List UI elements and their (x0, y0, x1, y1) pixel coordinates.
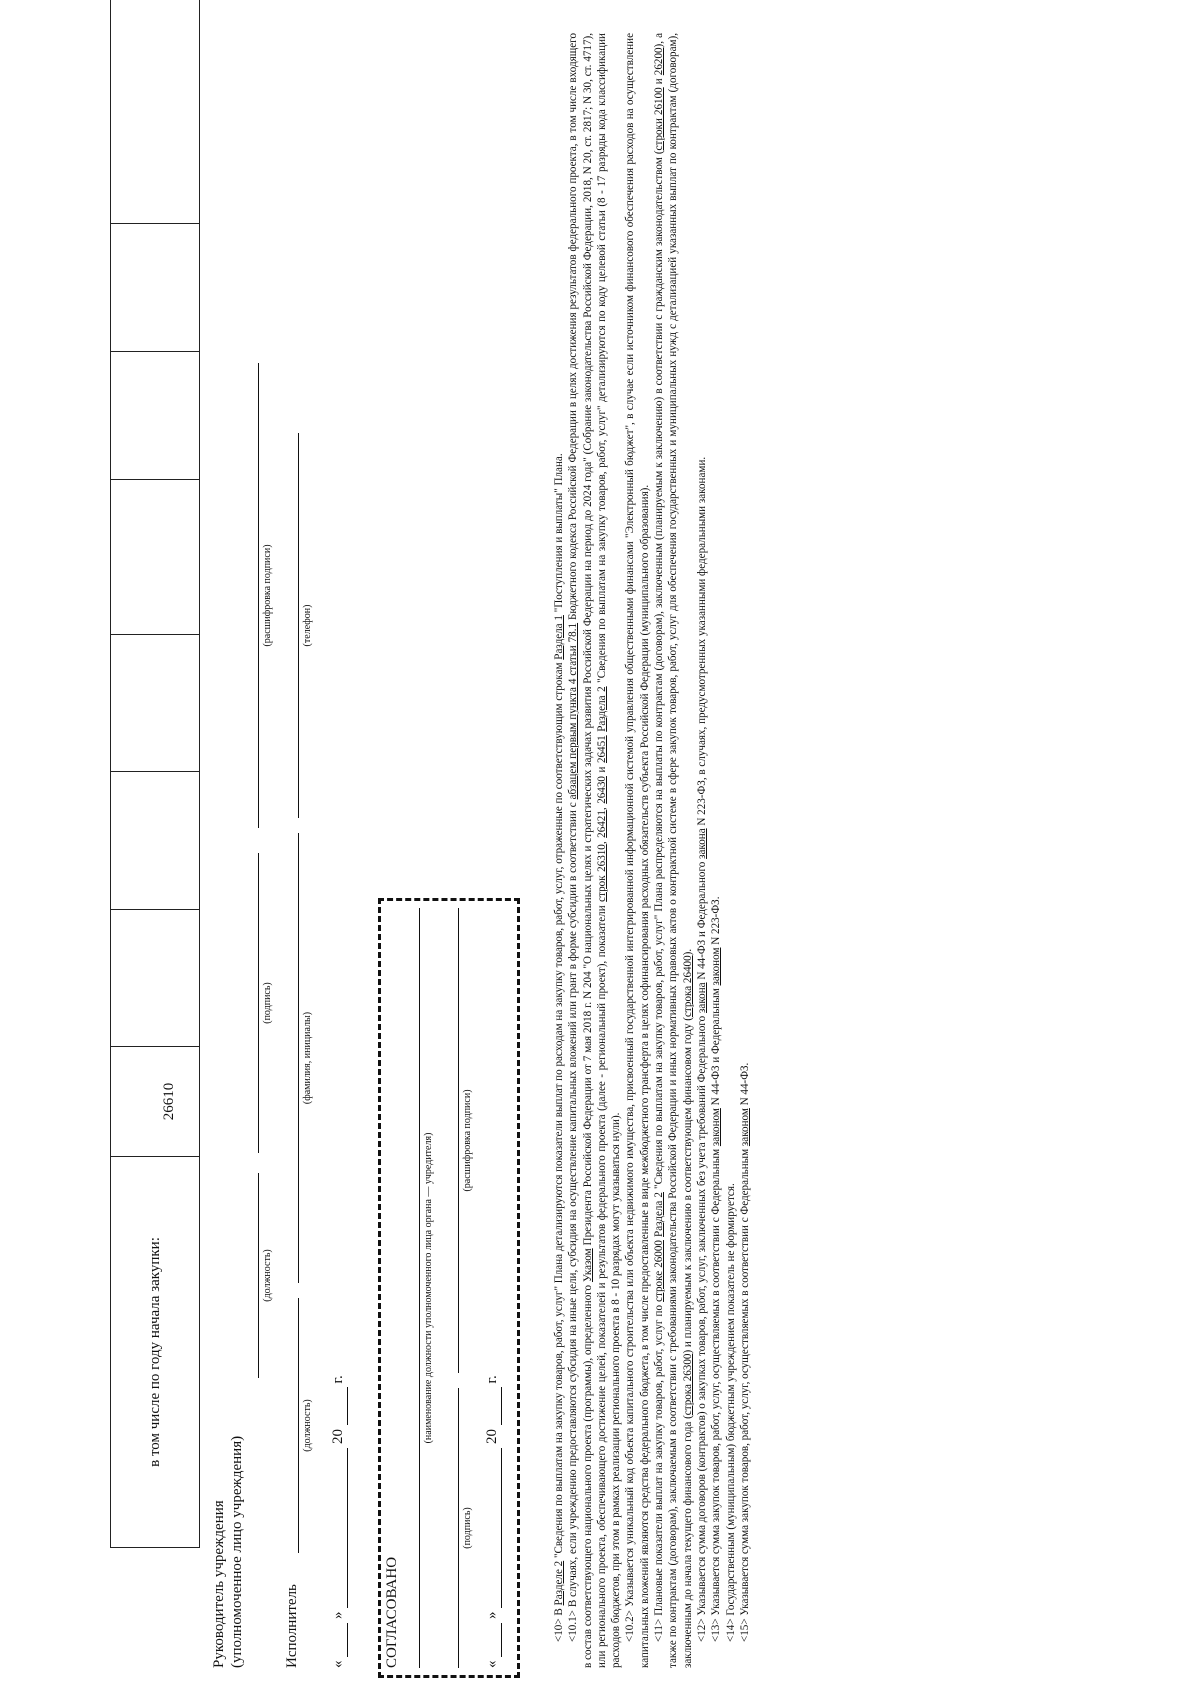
link-line-26430[interactable]: 26430 (595, 776, 608, 804)
footnote-10: <10> В Разделе 2 "Сведения по выплатам на закупку товаров, работ, услуг" Плана детализируются показатели выплат по расходам на закупку товаров, работ, услуг, отраженные по соответствующим строкам Раздела 1 "Поступления и выплаты" Плана. (553, 453, 565, 1642)
footnotes (552, 33, 752, 1668)
date-year-blank (330, 1387, 348, 1425)
head-position-caption: (должность) (262, 1249, 273, 1302)
executor-fio-line (298, 833, 299, 1283)
footnote-14: <14> Государственным (муниципальным) бюджетным учреждением показатель не формируется. (724, 1183, 737, 1642)
table-cell-empty (111, 24, 199, 224)
link-line-26400[interactable]: строка 26400 (681, 955, 694, 1018)
table-code: 26610 (160, 1082, 177, 1121)
link-line-26421[interactable]: 26421 (595, 810, 608, 838)
link-law-44fz[interactable]: закона (695, 982, 708, 1013)
executor-label: Исполнитель (284, 1584, 300, 1668)
head-position-line (258, 1173, 259, 1378)
date-quote-close: » (484, 1611, 500, 1619)
table-cell-empty (111, 480, 199, 635)
head-signature-line (258, 853, 259, 1153)
table-label-cell (111, 1157, 199, 1547)
footnote-15: <15> Указывается сумма закупок товаров, работ, услуг, осуществляемых в соответствии с Федеральным законом N 44-ФЗ. (738, 1062, 751, 1642)
agreed-decoding-line (458, 908, 459, 1373)
table-code-cell (111, 1047, 199, 1157)
head-label: Руководитель учреждения (уполномоченное лицо учреждения) (211, 1435, 245, 1668)
head-signature-caption: (подпись) (262, 982, 273, 1024)
agreed-signature-line (458, 1388, 459, 1668)
executor-date (330, 1375, 348, 1668)
date-year-prefix: 20 (330, 1429, 346, 1444)
date-day-blank (484, 1623, 502, 1657)
link-razdel-2[interactable]: Раздела 2 (653, 1192, 666, 1237)
link-line-26000[interactable]: строке 26000 (653, 1240, 666, 1302)
date-month-blank (330, 1448, 348, 1608)
table-label: в том числе по году начала закупки: (146, 1237, 163, 1467)
table-cell-empty (111, 635, 199, 772)
executor-position-line (298, 1298, 299, 1553)
head-decoding-caption: (расшифровка подписи) (262, 544, 273, 647)
table-cell-empty (111, 772, 199, 910)
link-razdel-2[interactable]: Раздела 2 (595, 686, 608, 732)
date-year-blank (484, 1387, 502, 1425)
agreed-founder-caption: (наименование должности уполномоченного лица органа — учредителя) (423, 1132, 434, 1444)
agreed-signature-caption: (подпись) (462, 1507, 473, 1549)
link-line-26100[interactable]: строки 26100 (653, 87, 666, 151)
date-day-blank (330, 1623, 348, 1657)
date-year-suffix: г. (484, 1375, 500, 1384)
table-cell-empty (111, 352, 199, 480)
date-quote-open: « (484, 1660, 500, 1668)
link-line-26300[interactable]: строка 26300 (681, 1353, 694, 1416)
table-cell-empty (111, 224, 199, 352)
date-quote-close: » (330, 1611, 346, 1619)
footnote-11: <11> Плановые показатели выплат на закупку товаров, работ, услуг по строке 26000 Раздела 2 "Сведения по выплатам на закупку товаров, работ, услуг" Плана распределяются на выплаты по контрактам (договорам), заключенным (планируемым к заключению) в соответствии с гражданским законодательством (строки 26100 и 26200), а также по контрактам (договорам), заключаемым в соответствии с требованиями законодательства Российской Федерации и иных нормативных правовых актов о контрактной системе в сфере закупок товаров, работ, услуг для обеспечения государственных и муниципальных нужд с детализацией указанных выплат по контрактам (договорам), заключенным до начала текущего финансового года (строка 26300) и планируемым к заключению в соответствующем финансовом году (строка 26400). (653, 32, 694, 1668)
link-line-26200[interactable]: 26200 (653, 47, 666, 76)
table-row (110, 0, 200, 1548)
link-law-44fz[interactable]: законом (710, 1108, 723, 1147)
agreed-founder-line (419, 908, 420, 1668)
footnote-13: <13> Указывается сумма закупок товаров, работ, услуг, осуществляемых в соответствии с Федеральным законом N 44-ФЗ и Федеральным законом N 223-ФЗ. (710, 896, 723, 1642)
agreed-decoding-caption: (расшифровка подписи) (462, 1089, 473, 1192)
link-law-223fz[interactable]: закона (695, 828, 708, 859)
date-month-blank (484, 1448, 502, 1608)
date-year-prefix: 20 (484, 1429, 500, 1444)
footnote-12: <12> Указывается сумма договоров (контрактов) о закупках товаров, работ, услуг, заключенных без учета требований Федерального закона N 44-ФЗ и Федерального закона N 223-ФЗ, в случаях, предусмотренных указанными федеральными законами. (695, 456, 708, 1642)
link-razdel-1[interactable]: Раздела 1 (553, 615, 565, 660)
date-year-suffix: г. (330, 1375, 346, 1384)
link-decree[interactable]: Указом (581, 1248, 594, 1283)
executor-phone-line (298, 433, 299, 818)
executor-phone-caption: (телефон) (302, 604, 313, 647)
link-razdel-2[interactable]: Разделе 2 (553, 1560, 565, 1606)
footnote-10-1: <10.1> В случаях, если учреждению предоставляются субсидия на иные цели, субсидия на осуществление капитальных вложений или грант в форме субсидии в соответствии с абзацем первым пункта 4 статьи 78.1 Бюджетного кодекса Российской Федерации в целях достижения результатов федерального проекта, в том числе входящего в состав соответствующего национального проекта (программы), определенного Указом Президента Российской Федерации от 7 мая 2018 г. N 204 "О национальных целях и стратегических задачах развития Российской Федерации на период до 2024 года" (Собрание законодательства Российской Федерации, 2018, N 20, ст. 2817; N 30, ст. 4717), или регионального проекта, обеспечивающего достижение целей, показателей и результатов федерального проекта (далее - региональный проект), показатели строк 26310, 26421, 26430 и 26451 Раздела 2 "Сведения по выплатам на закупку товаров, работ, услуг" детализируются по коду целевой статьи (8 - 17 разряды кода классификации расходов бюджетов, при этом в рамках реализации регионального проекта в 8 - 10 разрядах могут указываться нули). (567, 33, 623, 1668)
link-law-44fz[interactable]: законом (738, 1108, 751, 1147)
link-line-26310[interactable]: строк 26310 (595, 844, 608, 902)
table-cell-empty (111, 910, 199, 1047)
link-article-78-1[interactable]: абзацем первым пункта 4 статьи 78.1 (567, 622, 580, 800)
executor-fio-caption: (фамилия, инициалы) (302, 1011, 313, 1105)
link-line-26451[interactable]: 26451 (595, 735, 608, 764)
agreed-date (484, 1375, 502, 1668)
head-decoding-line (258, 363, 259, 828)
footnote-10-2: <10.2> Указывается уникальный код объекта капитального строительства или объекта недвижимого имущества, присвоенный государственной интегрированной информационной системой управления общественными финансами "Электронный бюджет", в случае если источником финансового обеспечения расходов на осуществление капитальных вложений являются средства федерального бюджета, в том числе предоставленные в виде межбюджетного трансферта в целях софинансирования расходных обязательств субъекта Российской Федерации (муниципального образования). (624, 33, 651, 1668)
date-quote-open: « (330, 1660, 346, 1668)
executor-position-caption: (должность) (302, 1399, 313, 1452)
link-law-223fz[interactable]: законом (710, 947, 723, 986)
agreed-title: СОГЛАСОВАНО (384, 1556, 400, 1668)
